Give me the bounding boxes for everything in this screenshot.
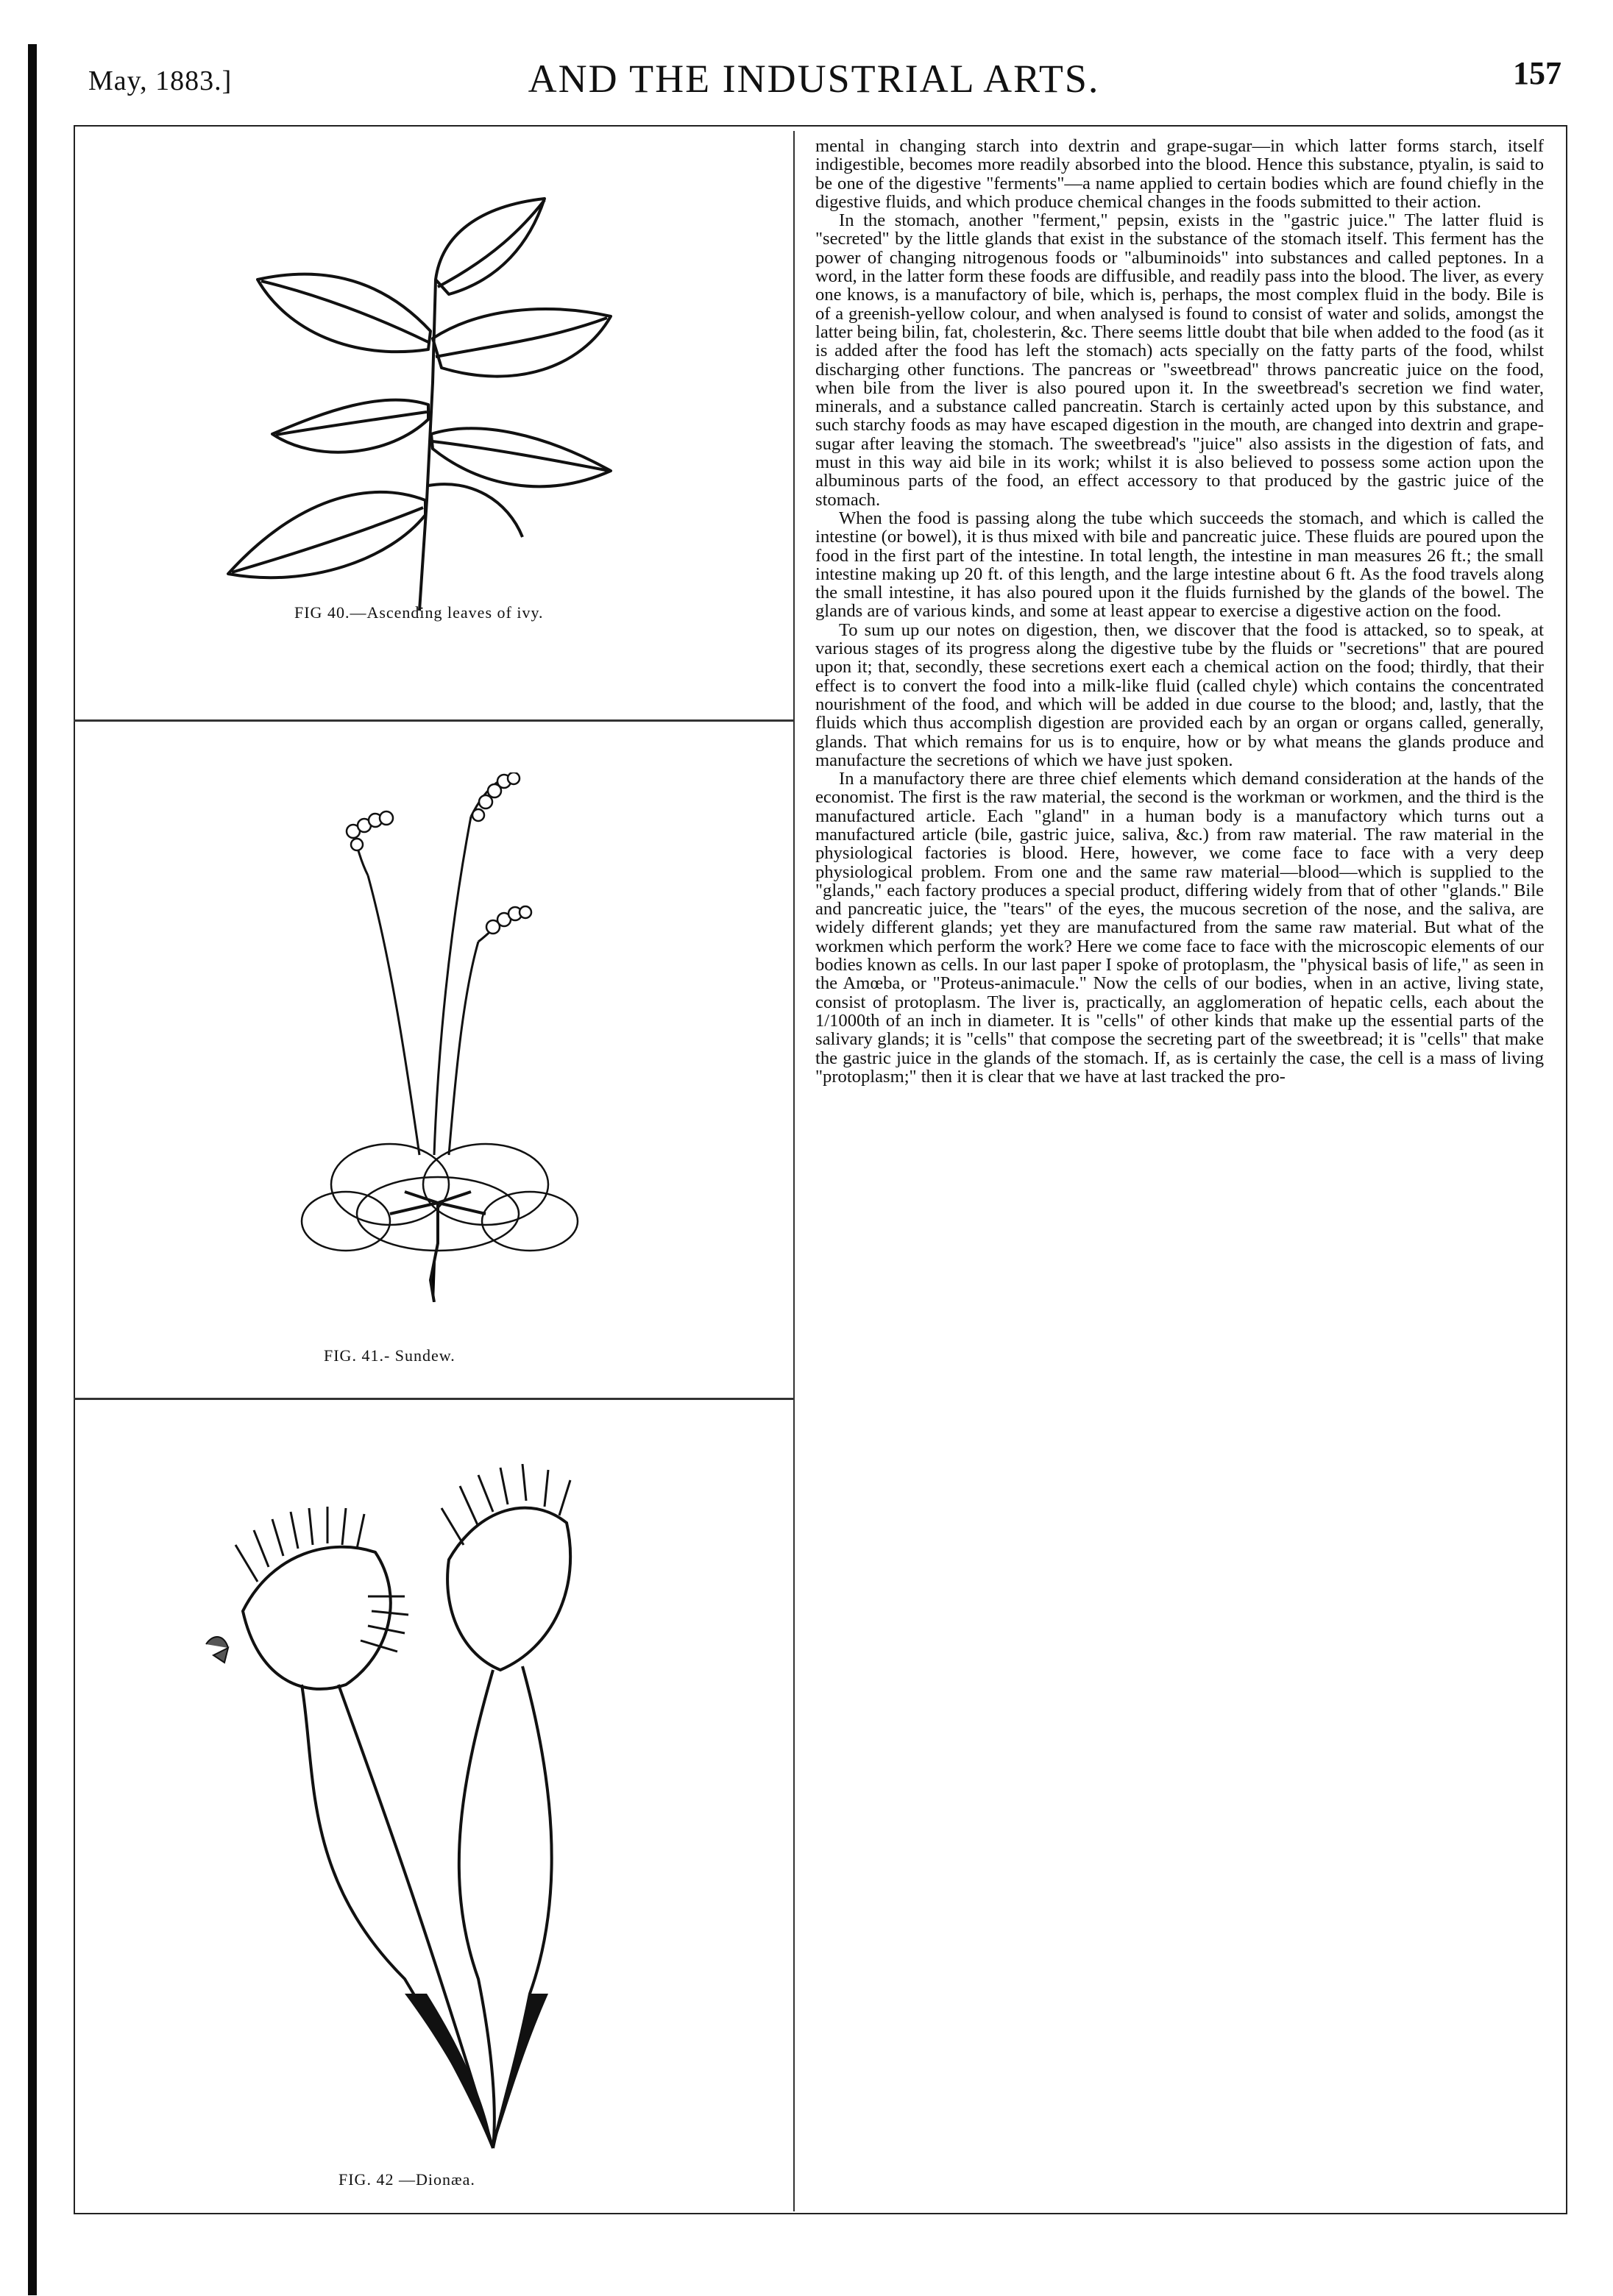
paragraph: mental in changing starch into dextrin and grape-sugar—in which latter forms starch, itself indigestible, becomes more readily absorbed into the blood. Hence this substance, ptyalin, is said to be one of the digestive "ferments"—a name applied to certain bodies which are found chiefly in the digestive fluids, and which produce chemical changes in the foods submitted to their action. bbox=[815, 137, 1544, 212]
paragraph: To sum up our notes on digestion, then, we discover that the food is attacked, so to speak, at various stages of its progress along the digestive tube by the fluids or "secretions" that are poured upon it; that, secondly, these secretions exert each a chemical action on the food; thirdly, that their effect is to convert the food into a milk-like fluid (called chyle) which contains the concentrated nourishment of the food, and which will be added in due course to the blood; and, lastly, that the fluids which thus accomplish digestion are provided each by an organ or organs called, generally, glands. That which remains for us is to enquire, how or by what means the glands produce and manufacture the secretions of which we have just spoken. bbox=[815, 619, 1544, 770]
paragraph: In the stomach, another "ferment," pepsin, exists in the "gastric juice." The latter fluid is "secreted" by the little glands that exist in the substance of the stomach itself. This ferment has the power of changing nitrogenous foods or "albuminoids" into substances and called peptones. In a word, in the latter form these foods are diffusible, and readily pass into the blood. The liver, as every one knows, is a manufactory of bile, which is, perhaps, the most complex fluid in the body. Bile is of a greenish-yellow colour, and when analysed is found to consist of water and solids, amongst the latter being bilin, fat, cholesterin, &c. There seems little doubt that bile when added to the food (as it is added after the food has left the stomach) acts specially on the fatty parts of the food, whilst discharging other functions. The pancreas or "sweetbread" throws pancreatic juice on the food, when bile from the liver is also poured upon it. In the sweetbread's secretion we find water, minerals, and a substance called pancreatin. Starch is certainly acted upon by this substance, and such starchy foods as may have escaped digestion in the mouth, are changed into dextrin and grape-sugar after leaving the stomach. The sweetbread's "juice" also assists in the digestion of fats, and must in this way aid bile in its work; whilst it is also believed to possess some action upon the albuminous parts of the food, an effect accessory to that produced by the gastric juice of the stomach. bbox=[815, 210, 1544, 510]
figure-42-caption: FIG. 42 —Dionæa. bbox=[338, 2170, 475, 2189]
ivy-illustration bbox=[199, 191, 640, 618]
page-binding-edge bbox=[28, 44, 37, 2295]
header-date: May, 1883.] bbox=[88, 65, 233, 96]
figure-41-caption: FIG. 41.- Sundew. bbox=[324, 1346, 455, 1365]
header-title: AND THE INDUSTRIAL ARTS. bbox=[528, 57, 1100, 101]
figure-sundew bbox=[81, 728, 787, 1390]
figure-dionaea bbox=[81, 1405, 787, 2207]
figure-divider bbox=[74, 1398, 793, 1400]
paragraph: In a manufactory there are three chief elements which demand consideration at the hands of the economist. The first is the raw material, the second is the workman or workmen, and the third is the manufactured article. Each "gland" in a human body is a manufactory which turns out a manufactured article (bile, gastric juice, saliva, &c.) from raw material. The raw material in the physiological factories is blood. Here, however, we come face to face with a very deep physiological problem. From one and the same raw material—blood—which is supplied to the "glands," each factory produces a special product, differing widely from that of other "glands." Bile and pancreatic juice, the "tears" of the eyes, the mucous secretion of the nose, and the saliva, are widely different glands; yet they are manufactured from the same raw material. But what of the workmen which perform the work? Here we come face to face with the microscopic elements of our bodies known as cells. In our last paper I spoke of protoplasm, the "physical basis of life," as seen in the Amœba, or "Proteus-animacule." Now the cells of our bodies, when in an active, living state, consist of protoplasm. The liver is, practically, an agglomeration of hepatic cells, each about the 1/1000th of an inch in diameter. It is "cells" of other kinds that make up the essential parts of the salivary glands; it is "cells" that compose the secreting part of the sweetbread; it is "cells" that make the gastric juice in the glands of the stomach. If, as is certainly the case, the cell is a mass of living "protoplasm;" then it is clear that we have at last tracked the pro- bbox=[815, 769, 1544, 1087]
figure-ivy bbox=[81, 132, 787, 714]
article-text-column bbox=[815, 137, 1544, 2197]
figure-divider bbox=[74, 719, 793, 722]
running-header bbox=[59, 51, 1569, 103]
paragraph: When the food is passing along the tube which succeeds the stomach, and which is called the intestine (or bowel), it is thus mixed with bile and pancreatic juice. These fluids are poured upon the food in the first part of the intestine. In total length, the intestine in man measures 26 ft.; the small intestine making up 20 ft. of this length, and the large intestine about 6 ft. As the food travels along the small intestine, it has also poured upon it the fluids furnished by the glands of the bowel. The glands are of various kinds, and some at least appear to exercise a digestive action on the food. bbox=[815, 508, 1544, 622]
figure-40-caption: FIG 40.—Ascending leaves of ivy. bbox=[294, 603, 544, 622]
column-rule bbox=[793, 131, 795, 2211]
page-number: 157 bbox=[1513, 55, 1561, 91]
sundew-illustration bbox=[280, 772, 611, 1302]
dionaea-illustration bbox=[184, 1464, 655, 2155]
